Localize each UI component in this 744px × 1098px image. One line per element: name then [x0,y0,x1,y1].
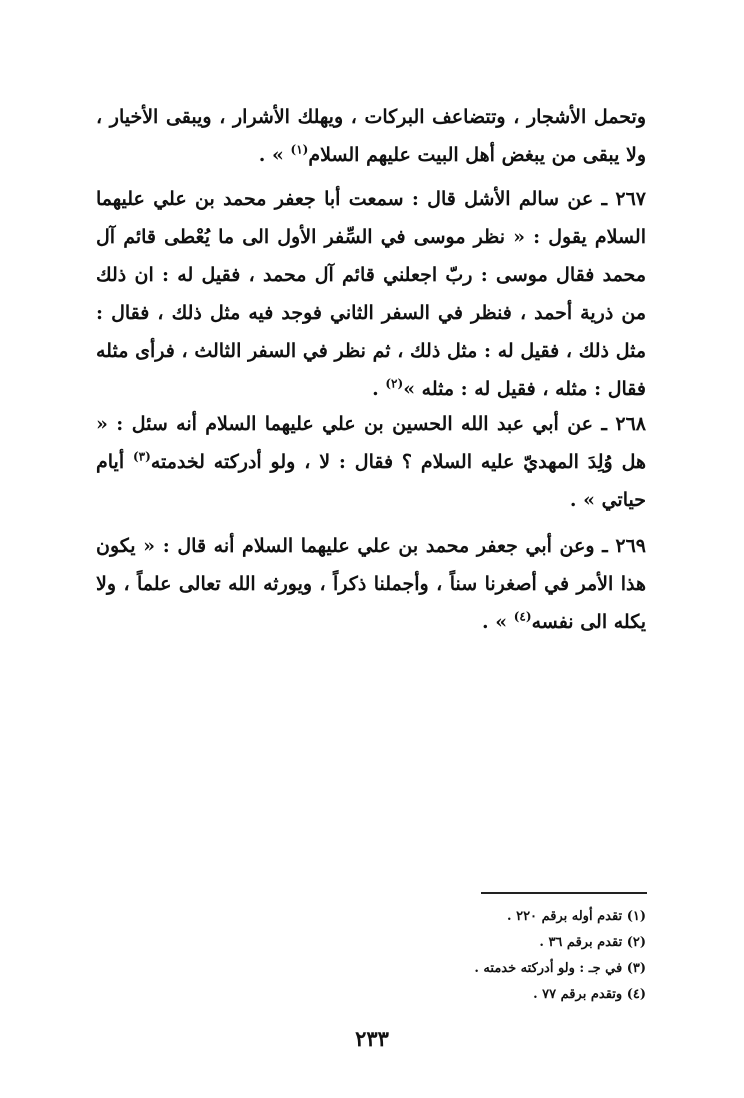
paragraph-tail: . [372,378,386,400]
page-number: ٢٣٣ [355,1026,389,1051]
footnote-1: (١) تقدم أوله برقم ٢٢٠ . [507,909,646,924]
paragraph-tail: » . [482,611,514,633]
footnote-4: (٤) وتقدم برقم ٧٧ . [533,987,646,1002]
footnote-marker-4: (٤) [513,609,532,624]
paragraph-1 [96,98,646,174]
paragraph-269 [96,527,646,641]
paragraph-text: ٢٦٧ ـ عن سالم الأشل قال : سمعت أبا جعفر محمد بن علي عليهما السلام يقول : « نظر موسى في السِّفر الأول الى ما يُعْطى قائم آل محمد فقال موسى : ربّ اجعلني قائم آل محمد ، فقيل له : ان ذلك من ذرية أحمد ، فنظر في السفر الثاني فوجد فيه مثل ذلك ، فقال : مثل ذلك ، فقيل له : مثل ذلك ، ثم نظر في السفر الثالث ، فرأى مثله فقال : مثله ، فقيل له : مثله » [96,188,646,400]
footnote-marker-2: (٢) [385,376,404,391]
footnote-divider [481,892,647,894]
footnote-2: (٢) تقدم برقم ٣٦ . [539,935,646,950]
paragraph-tail: أيام حياتي » . [96,451,646,511]
footnote-marker-1: (١) [290,142,309,157]
footnote-marker-3: (٣) [132,449,151,464]
paragraph-267 [96,180,646,408]
paragraph-text: وتحمل الأشجار ، وتتضاعف البركات ، ويهلك الأشرار ، ويبقى الأخيار ، ولا يبقى من يبغض أهل البيت عليهم السلام [96,106,646,166]
paragraph-text: ٢٦٩ ـ وعن أبي جعفر محمد بن علي عليهما السلام أنه قال : « يكون هذا الأمر في أصغرنا سناً ، وأجملنا ذكراً ، ويورثه الله تعالى علماً ، ولا يكله الى نفسه [96,535,646,633]
footnote-3: (٣) في جـ : ولو أدركته خدمته . [474,961,646,976]
paragraph-text: ٢٦٨ ـ عن أبي عبد الله الحسين بن علي عليهما السلام أنه سئل : « هل وُلِدَ المهديّ عليه السلام ؟ فقال : لا ، ولو أدركته لخدمته [96,413,646,473]
paragraph-tail: » . [258,144,291,166]
paragraph-268 [96,405,646,519]
